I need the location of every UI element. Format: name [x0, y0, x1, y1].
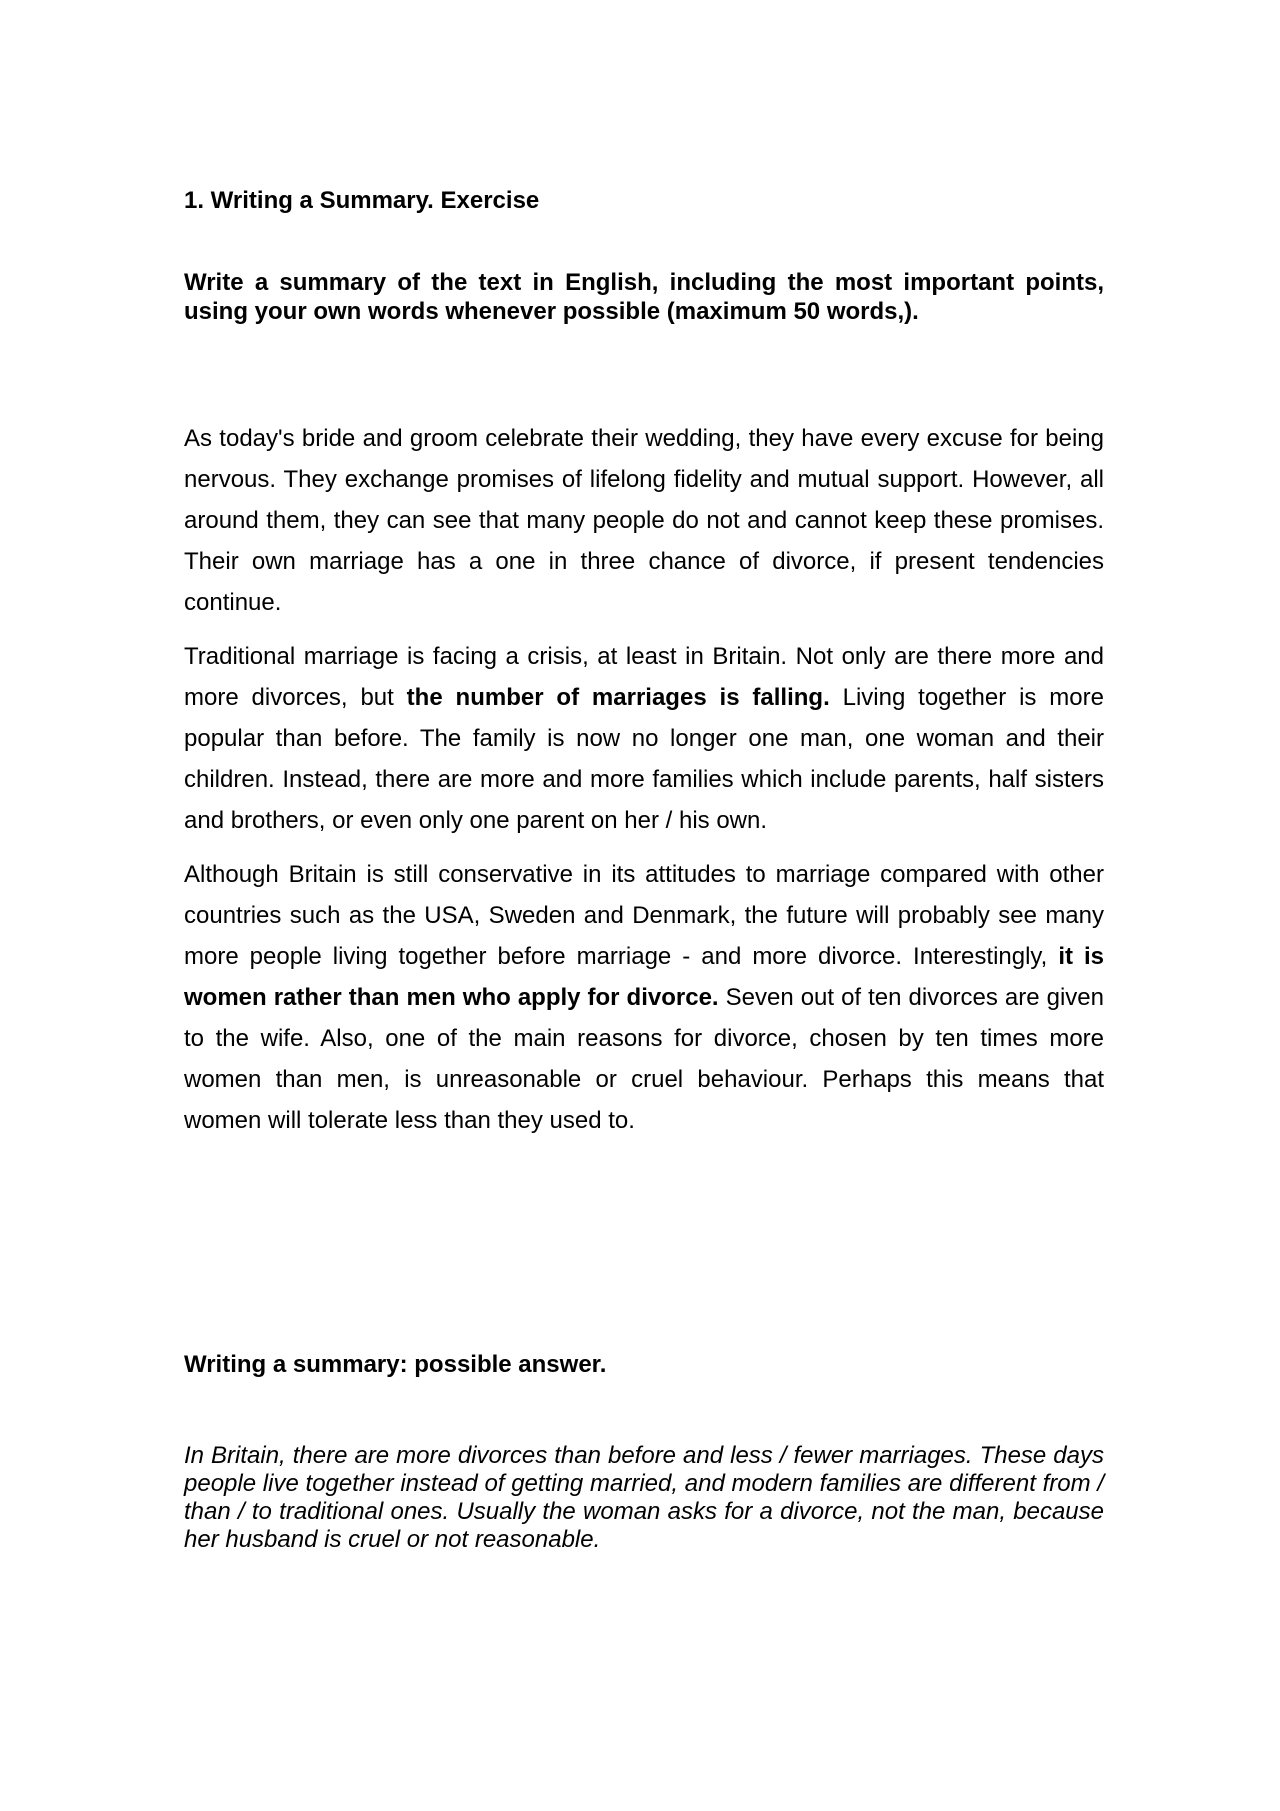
passage-paragraph-1-text: As today's bride and groom celebrate their wedding, they have every excuse for being nervous. They exchange promises of lifelong fidelity and mutual support. However, all around them, they can see that many people do not and cannot keep these promises. Their own marriage has a one in three chance of divorce, if present tendencies continue. [184, 425, 1104, 616]
answer-heading: Writing a summary: possible answer. [184, 1351, 607, 1378]
passage-paragraph-3-text-b: Seven out of ten divorces are given to the wife. Also, one of the main reasons for divorce, chosen by ten times more women than men, is unreasonable or cruel behaviour. Perhaps this means that women will tolerate less than they used to. [184, 984, 1104, 1134]
exercise-title: 1. Writing a Summary. Exercise [184, 187, 540, 214]
passage-paragraph-1 [184, 418, 1104, 623]
passage-paragraph-3 [184, 854, 1104, 1141]
passage-paragraph-3-text-a: Although Britain is still conservative in its attitudes to marriage compared with other countries such as the USA, Sweden and Denmark, the future will probably see many more people living together before marriage - and more divorce. Interestingly, [184, 861, 1104, 970]
passage-paragraph-2-text-a: Traditional marriage is facing a crisis, at least in Britain. Not only are there more and more divorces, but [184, 643, 1104, 711]
passage-paragraph-2 [184, 636, 1104, 841]
possible-answer: In Britain, there are more divorces than before and less / fewer marriages. These days people live together instead of getting married, and modern families are different from / than / to traditional ones. Usually the woman asks for a divorce, not the man, because her husband is cruel or not reasonable. [184, 1442, 1104, 1553]
reading-passage [184, 418, 1104, 1154]
exercise-instructions: Write a summary of the text in English, including the most important points, using your own words whenever possible (maximum 50 words,). [184, 269, 1104, 325]
passage-paragraph-2-text-b: Living together is more popular than before. The family is now no longer one man, one woman and their children. Instead, there are more and more families which include parents, half sisters and brothers, or even only one parent on her / his own. [184, 684, 1104, 834]
passage-paragraph-3-bold: it is women rather than men who apply for divorce. [184, 943, 1105, 1011]
passage-paragraph-2-bold: the number of marriages is falling. [406, 684, 830, 711]
